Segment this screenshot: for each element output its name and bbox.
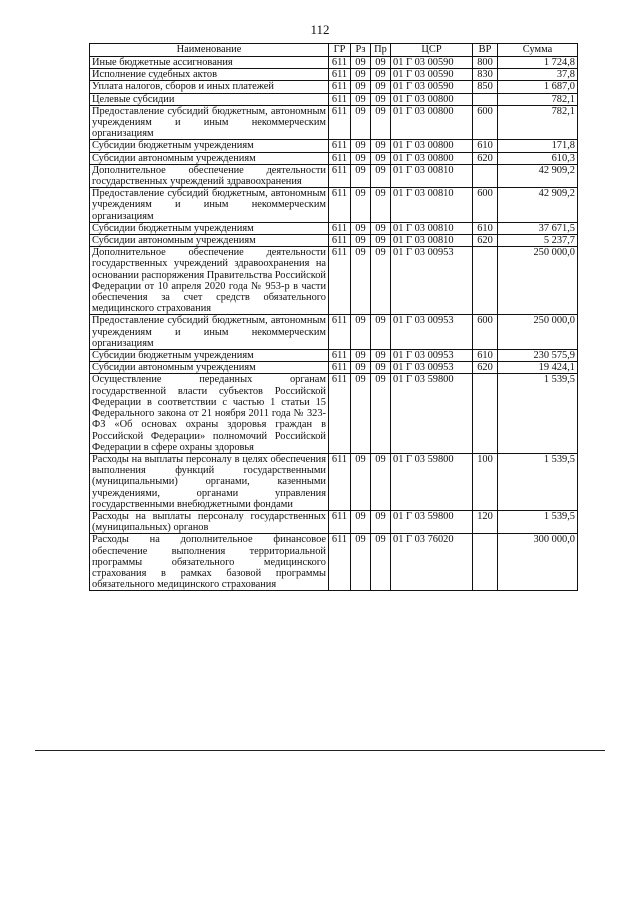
cell-vr: 800 [473, 57, 498, 69]
cell-vr: 620 [473, 152, 498, 164]
cell-name: Предоставление субсидий бюджетным, автономным учреждениям и иным некоммерческим организациям [90, 188, 329, 223]
cell-vr: 620 [473, 362, 498, 374]
cell-csr: 01 Г 03 00800 [391, 152, 473, 164]
cell-vr: 120 [473, 510, 498, 533]
table-row [90, 188, 578, 223]
table-row [90, 69, 578, 81]
cell-gr: 611 [329, 235, 351, 247]
cell-rz: 09 [351, 57, 371, 69]
cell-rz: 09 [351, 235, 371, 247]
header-csr: ЦСР [391, 44, 473, 57]
cell-rz: 09 [351, 350, 371, 362]
cell-name: Субсидии бюджетным учреждениям [90, 222, 329, 234]
table-row [90, 315, 578, 350]
cell-sum: 37,8 [498, 69, 578, 81]
cell-sum: 5 237,7 [498, 235, 578, 247]
cell-gr: 611 [329, 164, 351, 187]
cell-vr: 600 [473, 315, 498, 350]
cell-pr: 09 [371, 374, 391, 453]
table-row [90, 140, 578, 152]
cell-pr: 09 [371, 534, 391, 591]
cell-pr: 09 [371, 247, 391, 315]
cell-pr: 09 [371, 57, 391, 69]
cell-csr: 01 Г 03 00953 [391, 315, 473, 350]
page-number: 112 [310, 22, 330, 37]
cell-name: Расходы на выплаты персоналу государственных (муниципальных) органов [90, 510, 329, 533]
table-row [90, 57, 578, 69]
table-row [90, 93, 578, 105]
cell-gr: 611 [329, 350, 351, 362]
cell-pr: 09 [371, 188, 391, 223]
cell-sum: 37 671,5 [498, 222, 578, 234]
cell-gr: 611 [329, 510, 351, 533]
cell-name: Дополнительное обеспечение деятельности государственных учреждений здравоохранения на основании распоряжения Правительства Российской Федерации от 10 апреля 2020 года № 953-р в части обеспечения за счет средств обязательного медицинского страхования [90, 247, 329, 315]
table-row [90, 534, 578, 591]
cell-sum: 171,8 [498, 140, 578, 152]
cell-gr: 611 [329, 362, 351, 374]
cell-csr: 01 Г 03 59800 [391, 510, 473, 533]
cell-sum: 1 724,8 [498, 57, 578, 69]
cell-rz: 09 [351, 164, 371, 187]
cell-name: Уплата налогов, сборов и иных платежей [90, 81, 329, 93]
cell-gr: 611 [329, 105, 351, 140]
table-row [90, 235, 578, 247]
cell-name: Целевые субсидии [90, 93, 329, 105]
cell-sum: 230 575,9 [498, 350, 578, 362]
cell-gr: 611 [329, 140, 351, 152]
cell-sum: 19 424,1 [498, 362, 578, 374]
cell-csr: 01 Г 03 00800 [391, 105, 473, 140]
cell-sum: 610,3 [498, 152, 578, 164]
cell-rz: 09 [351, 510, 371, 533]
cell-vr [473, 247, 498, 315]
cell-vr: 610 [473, 350, 498, 362]
header-vr: ВР [473, 44, 498, 57]
cell-sum: 300 000,0 [498, 534, 578, 591]
cell-vr: 100 [473, 453, 498, 510]
cell-pr: 09 [371, 315, 391, 350]
cell-pr: 09 [371, 164, 391, 187]
cell-csr: 01 Г 03 76020 [391, 534, 473, 591]
cell-pr: 09 [371, 105, 391, 140]
cell-rz: 09 [351, 362, 371, 374]
table-row [90, 453, 578, 510]
cell-gr: 611 [329, 247, 351, 315]
cell-vr [473, 93, 498, 105]
cell-gr: 611 [329, 69, 351, 81]
cell-csr: 01 Г 03 59800 [391, 453, 473, 510]
cell-csr: 01 Г 03 00953 [391, 247, 473, 315]
cell-gr: 611 [329, 57, 351, 69]
cell-sum: 250 000,0 [498, 247, 578, 315]
cell-sum: 1 687,0 [498, 81, 578, 93]
table-row [90, 164, 578, 187]
cell-csr: 01 Г 03 00810 [391, 164, 473, 187]
cell-pr: 09 [371, 222, 391, 234]
budget-table [89, 43, 578, 591]
table-row [90, 374, 578, 453]
cell-sum: 782,1 [498, 105, 578, 140]
cell-name: Дополнительное обеспечение деятельности государственных учреждений здравоохранения [90, 164, 329, 187]
table-row [90, 362, 578, 374]
cell-name: Предоставление субсидий бюджетным, автономным учреждениям и иным некоммерческим организациям [90, 105, 329, 140]
cell-vr: 610 [473, 140, 498, 152]
cell-name: Субсидии автономным учреждениям [90, 362, 329, 374]
cell-vr: 610 [473, 222, 498, 234]
cell-pr: 09 [371, 235, 391, 247]
cell-sum: 1 539,5 [498, 374, 578, 453]
cell-name: Расходы на дополнительное финансовое обеспечение выполнения территориальной программы обязательного медицинского страхования в рамках базовой программы обязательного медицинского страхования [90, 534, 329, 591]
cell-csr: 01 Г 03 00590 [391, 81, 473, 93]
cell-name: Иные бюджетные ассигнования [90, 57, 329, 69]
cell-gr: 611 [329, 152, 351, 164]
cell-csr: 01 Г 03 00590 [391, 69, 473, 81]
cell-gr: 611 [329, 188, 351, 223]
table-header-row [90, 44, 578, 57]
table-row [90, 152, 578, 164]
table-row [90, 222, 578, 234]
cell-vr [473, 534, 498, 591]
cell-rz: 09 [351, 152, 371, 164]
cell-csr: 01 Г 03 59800 [391, 374, 473, 453]
cell-rz: 09 [351, 374, 371, 453]
cell-gr: 611 [329, 93, 351, 105]
table-body [90, 57, 578, 591]
cell-name: Предоставление субсидий бюджетным, автономным учреждениям и иным некоммерческим организациям [90, 315, 329, 350]
cell-rz: 09 [351, 105, 371, 140]
cell-vr: 600 [473, 188, 498, 223]
cell-sum: 782,1 [498, 93, 578, 105]
header-sum: Сумма [498, 44, 578, 57]
cell-name: Осуществление переданных органам государственной власти субъектов Российской Федерации в соответствии с частью 1 статьи 15 Федерального закона от 21 ноября 2011 года № 323-ФЗ «Об основах охраны здоровья граждан в Российской Федерации» полномочий Российской Федерации в сфере охраны здоровья [90, 374, 329, 453]
cell-sum: 42 909,2 [498, 164, 578, 187]
cell-pr: 09 [371, 510, 391, 533]
cell-rz: 09 [351, 247, 371, 315]
cell-name: Субсидии бюджетным учреждениям [90, 140, 329, 152]
cell-csr: 01 Г 03 00810 [391, 235, 473, 247]
cell-vr: 600 [473, 105, 498, 140]
cell-rz: 09 [351, 534, 371, 591]
cell-pr: 09 [371, 362, 391, 374]
cell-csr: 01 Г 03 00810 [391, 222, 473, 234]
cell-rz: 09 [351, 188, 371, 223]
header-name: Наименование [90, 44, 329, 57]
table-row [90, 510, 578, 533]
cell-rz: 09 [351, 93, 371, 105]
cell-rz: 09 [351, 140, 371, 152]
cell-rz: 09 [351, 69, 371, 81]
cell-pr: 09 [371, 93, 391, 105]
cell-gr: 611 [329, 453, 351, 510]
cell-gr: 611 [329, 222, 351, 234]
cell-pr: 09 [371, 350, 391, 362]
cell-rz: 09 [351, 81, 371, 93]
cell-vr: 620 [473, 235, 498, 247]
cell-vr [473, 164, 498, 187]
cell-csr: 01 Г 03 00953 [391, 362, 473, 374]
cell-name: Субсидии бюджетным учреждениям [90, 350, 329, 362]
cell-sum: 1 539,5 [498, 453, 578, 510]
cell-name: Субсидии автономным учреждениям [90, 235, 329, 247]
cell-sum: 42 909,2 [498, 188, 578, 223]
cell-name: Расходы на выплаты персоналу в целях обеспечения выполнения функций государственными (муниципальными) органами, казенными учреждениями, органами управления государственными внебюджетными фондами [90, 453, 329, 510]
cell-rz: 09 [351, 453, 371, 510]
cell-vr: 830 [473, 69, 498, 81]
cell-gr: 611 [329, 374, 351, 453]
header-rz: Рз [351, 44, 371, 57]
cell-pr: 09 [371, 152, 391, 164]
cell-vr [473, 374, 498, 453]
cell-pr: 09 [371, 69, 391, 81]
cell-vr: 850 [473, 81, 498, 93]
table-row [90, 81, 578, 93]
header-pr: Пр [371, 44, 391, 57]
cell-name: Субсидии автономным учреждениям [90, 152, 329, 164]
cell-rz: 09 [351, 222, 371, 234]
cell-gr: 611 [329, 81, 351, 93]
cell-sum: 250 000,0 [498, 315, 578, 350]
cell-csr: 01 Г 03 00800 [391, 93, 473, 105]
table-row [90, 350, 578, 362]
cell-csr: 01 Г 03 00800 [391, 140, 473, 152]
cell-sum: 1 539,5 [498, 510, 578, 533]
cell-pr: 09 [371, 453, 391, 510]
cell-rz: 09 [351, 315, 371, 350]
cell-csr: 01 Г 03 00953 [391, 350, 473, 362]
cell-pr: 09 [371, 81, 391, 93]
table-row [90, 105, 578, 140]
cell-csr: 01 Г 03 00590 [391, 57, 473, 69]
header-gr: ГР [329, 44, 351, 57]
cell-gr: 611 [329, 315, 351, 350]
footer-divider [35, 750, 605, 751]
cell-gr: 611 [329, 534, 351, 591]
cell-name: Исполнение судебных актов [90, 69, 329, 81]
cell-csr: 01 Г 03 00810 [391, 188, 473, 223]
table-row [90, 247, 578, 315]
cell-pr: 09 [371, 140, 391, 152]
